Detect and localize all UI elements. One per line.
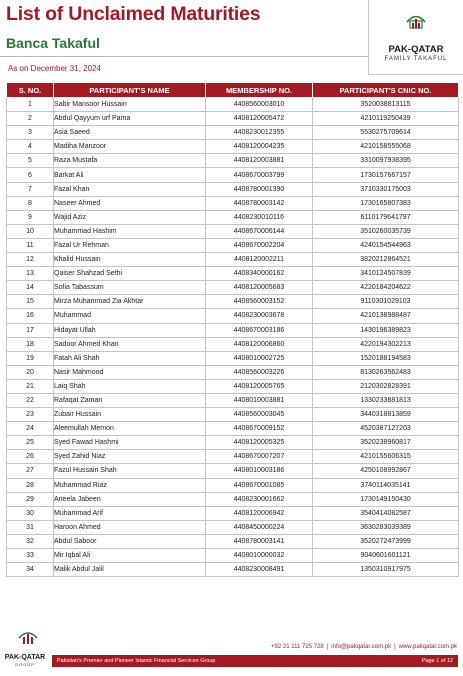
cell-membership-no: 4408560003045 bbox=[206, 408, 313, 422]
cell-cnic-no: 4520387127203 bbox=[313, 422, 459, 436]
table-row bbox=[7, 337, 459, 351]
cell-participant-name: Muhammad bbox=[54, 309, 206, 323]
cell-participant-name: Rafaqat Zaman bbox=[54, 393, 206, 407]
cell-sno: 9 bbox=[7, 210, 54, 224]
cell-cnic-no: 9040601601121 bbox=[313, 549, 459, 563]
cell-participant-name: Mir Iqbal Ali bbox=[54, 549, 206, 563]
cell-participant-name: Malik Abdul Jalil bbox=[54, 563, 206, 577]
table-row bbox=[7, 379, 459, 393]
cell-sno: 20 bbox=[7, 365, 54, 379]
table-row bbox=[7, 126, 459, 140]
cell-sno: 6 bbox=[7, 168, 54, 182]
cell-membership-no: 4408010003186 bbox=[206, 464, 313, 478]
cell-sno: 15 bbox=[7, 295, 54, 309]
cell-sno: 22 bbox=[7, 393, 54, 407]
cell-sno: 29 bbox=[7, 492, 54, 506]
cell-sno: 32 bbox=[7, 534, 54, 548]
pak-qatar-logo-icon bbox=[404, 8, 428, 32]
brand-name: PAK-QATAR bbox=[388, 44, 444, 55]
cell-sno: 10 bbox=[7, 224, 54, 238]
cell-participant-name: Muhammad Arif bbox=[54, 506, 206, 520]
cell-sno: 11 bbox=[7, 238, 54, 252]
cell-sno: 13 bbox=[7, 267, 54, 281]
footer-email[interactable]: info@pakqatar.com.pk bbox=[331, 644, 392, 650]
footer-website[interactable]: www.pakqatar.com.pk bbox=[398, 644, 457, 650]
cell-sno: 1 bbox=[7, 98, 54, 112]
cell-membership-no: 4408670002204 bbox=[206, 238, 313, 252]
cell-participant-name: Syed Zahid Niaz bbox=[54, 450, 206, 464]
cell-participant-name: Abdul Saboor bbox=[54, 534, 206, 548]
column-header-cnic: PARTICIPANT'S CNIC NO. bbox=[313, 83, 459, 98]
cell-sno: 5 bbox=[7, 154, 54, 168]
cell-participant-name: Aneela Jabeen bbox=[54, 492, 206, 506]
column-header-sno: S. NO. bbox=[7, 83, 54, 98]
cell-cnic-no: 3310097938395 bbox=[313, 154, 459, 168]
cell-sno: 12 bbox=[7, 253, 54, 267]
cell-cnic-no: 3820212864521 bbox=[313, 253, 459, 267]
cell-sno: 30 bbox=[7, 506, 54, 520]
cell-membership-no: 4408120006860 bbox=[206, 337, 313, 351]
cell-membership-no: 4408010003881 bbox=[206, 393, 313, 407]
cell-membership-no: 4408230001662 bbox=[206, 492, 313, 506]
cell-sno: 34 bbox=[7, 563, 54, 577]
cell-membership-no: 4408670006144 bbox=[206, 224, 313, 238]
table-body bbox=[7, 98, 459, 577]
table-row bbox=[7, 210, 459, 224]
cell-participant-name: Fazal Ur Rehman bbox=[54, 238, 206, 252]
table-row bbox=[7, 281, 459, 295]
unclaimed-maturities-table bbox=[6, 82, 459, 577]
cell-cnic-no: 4210155606315 bbox=[313, 450, 459, 464]
footer-contact bbox=[271, 644, 457, 650]
separator: | bbox=[394, 644, 396, 650]
cell-membership-no: 4408670001085 bbox=[206, 478, 313, 492]
table-row bbox=[7, 563, 459, 577]
cell-cnic-no: 4220194302213 bbox=[313, 337, 459, 351]
footer-tagline: Pakistan's Premier and Pioneer Islamic Financial Services Group bbox=[57, 658, 216, 664]
cell-sno: 19 bbox=[7, 351, 54, 365]
as-of-date: As on December 31, 2024 bbox=[8, 64, 101, 73]
cell-sno: 7 bbox=[7, 182, 54, 196]
table-row bbox=[7, 393, 459, 407]
table-row bbox=[7, 238, 459, 252]
cell-cnic-no: 9110301029103 bbox=[313, 295, 459, 309]
cell-membership-no: 4408560003010 bbox=[206, 98, 313, 112]
cell-cnic-no: 3710330175003 bbox=[313, 182, 459, 196]
brand-tagline: FAMILY TAKAFUL bbox=[384, 56, 448, 62]
table-row bbox=[7, 520, 459, 534]
column-header-membership: MEMBERSHIP NO. bbox=[206, 83, 313, 98]
table-row bbox=[7, 534, 459, 548]
table-row bbox=[7, 98, 459, 112]
cell-participant-name: Sofia Tabassum bbox=[54, 281, 206, 295]
column-header-name: PARTICIPANT'S NAME bbox=[54, 83, 206, 98]
table-row bbox=[7, 478, 459, 492]
cell-sno: 18 bbox=[7, 337, 54, 351]
cell-sno: 14 bbox=[7, 281, 54, 295]
cell-cnic-no: 4210119250439 bbox=[313, 112, 459, 126]
cell-membership-no: 4408120002211 bbox=[206, 253, 313, 267]
table-row bbox=[7, 295, 459, 309]
cell-participant-name: Muhammad Riaz bbox=[54, 478, 206, 492]
cell-participant-name: Fatah Ali Shah bbox=[54, 351, 206, 365]
cell-participant-name: Sadoor Ahmed Khan bbox=[54, 337, 206, 351]
cell-cnic-no: 3520238960817 bbox=[313, 436, 459, 450]
table-row bbox=[7, 267, 459, 281]
cell-participant-name: Raza Mustafa bbox=[54, 154, 206, 168]
separator: | bbox=[326, 644, 329, 650]
cell-cnic-no: 4250108992867 bbox=[313, 464, 459, 478]
cell-membership-no: 4408560003152 bbox=[206, 295, 313, 309]
footer-brand-name: PAK-QATAR bbox=[4, 654, 46, 661]
cell-sno: 4 bbox=[7, 140, 54, 154]
cell-membership-no: 4408670003799 bbox=[206, 168, 313, 182]
table-row bbox=[7, 436, 459, 450]
cell-sno: 21 bbox=[7, 379, 54, 393]
cell-cnic-no: 3520038813115 bbox=[313, 98, 459, 112]
cell-participant-name: Barkat Ali bbox=[54, 168, 206, 182]
cell-cnic-no: 3630283039389 bbox=[313, 520, 459, 534]
cell-cnic-no: 1520188194583 bbox=[313, 351, 459, 365]
cell-cnic-no: 4220184204622 bbox=[313, 281, 459, 295]
cell-participant-name: Khalid Hussain bbox=[54, 253, 206, 267]
table-row bbox=[7, 168, 459, 182]
cell-sno: 24 bbox=[7, 422, 54, 436]
cell-membership-no: 4408780003141 bbox=[206, 534, 313, 548]
cell-sno: 17 bbox=[7, 323, 54, 337]
cell-membership-no: 4408120003881 bbox=[206, 154, 313, 168]
cell-participant-name: Muhammad Hashim bbox=[54, 224, 206, 238]
cell-sno: 2 bbox=[7, 112, 54, 126]
cell-cnic-no: 2120302828391 bbox=[313, 379, 459, 393]
cell-participant-name: Abdul Qayyum urf Pama bbox=[54, 112, 206, 126]
cell-participant-name: Sabir Mansoor Hussain bbox=[54, 98, 206, 112]
cell-participant-name: Mirza Muhammad Zia Akhtar bbox=[54, 295, 206, 309]
cell-sno: 3 bbox=[7, 126, 54, 140]
table-row bbox=[7, 196, 459, 210]
table-row bbox=[7, 140, 459, 154]
cell-participant-name: Nasir Mahmood bbox=[54, 365, 206, 379]
cell-membership-no: 4408120005765 bbox=[206, 379, 313, 393]
cell-membership-no: 4408340000162 bbox=[206, 267, 313, 281]
table-row bbox=[7, 450, 459, 464]
cell-cnic-no: 3510260035739 bbox=[313, 224, 459, 238]
page-title: List of Unclaimed Maturities bbox=[6, 3, 261, 25]
cell-cnic-no: 3540414082587 bbox=[313, 506, 459, 520]
cell-membership-no: 4408670003186 bbox=[206, 323, 313, 337]
cell-membership-no: 4408670007207 bbox=[206, 450, 313, 464]
cell-sno: 26 bbox=[7, 450, 54, 464]
cell-membership-no: 4408230008491 bbox=[206, 563, 313, 577]
cell-cnic-no: 6110179641797 bbox=[313, 210, 459, 224]
cell-membership-no: 4408010000032 bbox=[206, 549, 313, 563]
table-row bbox=[7, 154, 459, 168]
cell-sno: 28 bbox=[7, 478, 54, 492]
cell-membership-no: 4408560003226 bbox=[206, 365, 313, 379]
cell-cnic-no: 4240154544963 bbox=[313, 238, 459, 252]
cell-membership-no: 4408120004235 bbox=[206, 140, 313, 154]
cell-cnic-no: 1330233881813 bbox=[313, 393, 459, 407]
cell-participant-name: Syed Fawad Hashmi bbox=[54, 436, 206, 450]
cell-cnic-no: 3740114035141 bbox=[313, 478, 459, 492]
cell-membership-no: 4408120005472 bbox=[206, 112, 313, 126]
cell-membership-no: 4408120006942 bbox=[206, 506, 313, 520]
cell-participant-name: Haroon Ahmed bbox=[54, 520, 206, 534]
cell-participant-name: Qaiser Shahzad Sethi bbox=[54, 267, 206, 281]
cell-membership-no: 4408120005683 bbox=[206, 281, 313, 295]
cell-membership-no: 4408780001390 bbox=[206, 182, 313, 196]
cell-participant-name: Aleemullah Memon bbox=[54, 422, 206, 436]
cell-cnic-no: 3440318813859 bbox=[313, 408, 459, 422]
cell-participant-name: Hidayat Ullah bbox=[54, 323, 206, 337]
header-divider bbox=[0, 56, 368, 57]
page-subtitle: Banca Takaful bbox=[6, 35, 100, 51]
table-row bbox=[7, 549, 459, 563]
cell-cnic-no: 1730165807383 bbox=[313, 196, 459, 210]
table-row bbox=[7, 309, 459, 323]
cell-cnic-no: 3410124507839 bbox=[313, 267, 459, 281]
cell-cnic-no: 1430196389823 bbox=[313, 323, 459, 337]
table-row bbox=[7, 506, 459, 520]
table-row bbox=[7, 253, 459, 267]
cell-participant-name: Fazal Khan bbox=[54, 182, 206, 196]
page-number: Page 1 of 12 bbox=[421, 658, 453, 664]
cell-participant-name: Madiha Manzoor bbox=[54, 140, 206, 154]
cell-participant-name: Wajid Aziz bbox=[54, 210, 206, 224]
cell-sno: 16 bbox=[7, 309, 54, 323]
table-header-row bbox=[7, 83, 459, 98]
table-row bbox=[7, 492, 459, 506]
cell-membership-no: 4408230012355 bbox=[206, 126, 313, 140]
cell-sno: 25 bbox=[7, 436, 54, 450]
table-row bbox=[7, 112, 459, 126]
cell-participant-name: Naseer Ahmed bbox=[54, 196, 206, 210]
cell-cnic-no: 3520272473999 bbox=[313, 534, 459, 548]
cell-cnic-no: 1350310917975 bbox=[313, 563, 459, 577]
cell-membership-no: 4408450000224 bbox=[206, 520, 313, 534]
cell-sno: 8 bbox=[7, 196, 54, 210]
cell-sno: 31 bbox=[7, 520, 54, 534]
cell-sno: 33 bbox=[7, 549, 54, 563]
cell-participant-name: Fazul Hussain Shah bbox=[54, 464, 206, 478]
cell-cnic-no: 8130263562483 bbox=[313, 365, 459, 379]
footer-brand-sub: GROUP bbox=[15, 662, 35, 667]
table-row bbox=[7, 422, 459, 436]
cell-participant-name: Zubair Hussain bbox=[54, 408, 206, 422]
cell-participant-name: Asia Saeed bbox=[54, 126, 206, 140]
footer-bar bbox=[52, 655, 458, 667]
table-row bbox=[7, 365, 459, 379]
table-row bbox=[7, 323, 459, 337]
cell-membership-no: 4408670009152 bbox=[206, 422, 313, 436]
cell-participant-name: Laiq Shah bbox=[54, 379, 206, 393]
cell-cnic-no: 4210158555068 bbox=[313, 140, 459, 154]
cell-membership-no: 4408230010116 bbox=[206, 210, 313, 224]
cell-membership-no: 4408780003142 bbox=[206, 196, 313, 210]
cell-cnic-no: 1730149150430 bbox=[313, 492, 459, 506]
cell-cnic-no: 1730157667157 bbox=[313, 168, 459, 182]
table-row bbox=[7, 224, 459, 238]
cell-cnic-no: 5530275709614 bbox=[313, 126, 459, 140]
table-row bbox=[7, 464, 459, 478]
group-logo-icon bbox=[17, 626, 39, 646]
cell-membership-no: 4408120005325 bbox=[206, 436, 313, 450]
table-row bbox=[7, 182, 459, 196]
table-row bbox=[7, 351, 459, 365]
cell-sno: 27 bbox=[7, 464, 54, 478]
table-row bbox=[7, 408, 459, 422]
cell-membership-no: 4408230003678 bbox=[206, 309, 313, 323]
footer-phone: +92 21 111 725 728 bbox=[271, 644, 324, 650]
cell-sno: 23 bbox=[7, 408, 54, 422]
cell-membership-no: 4408010002725 bbox=[206, 351, 313, 365]
cell-cnic-no: 4210138988487 bbox=[313, 309, 459, 323]
